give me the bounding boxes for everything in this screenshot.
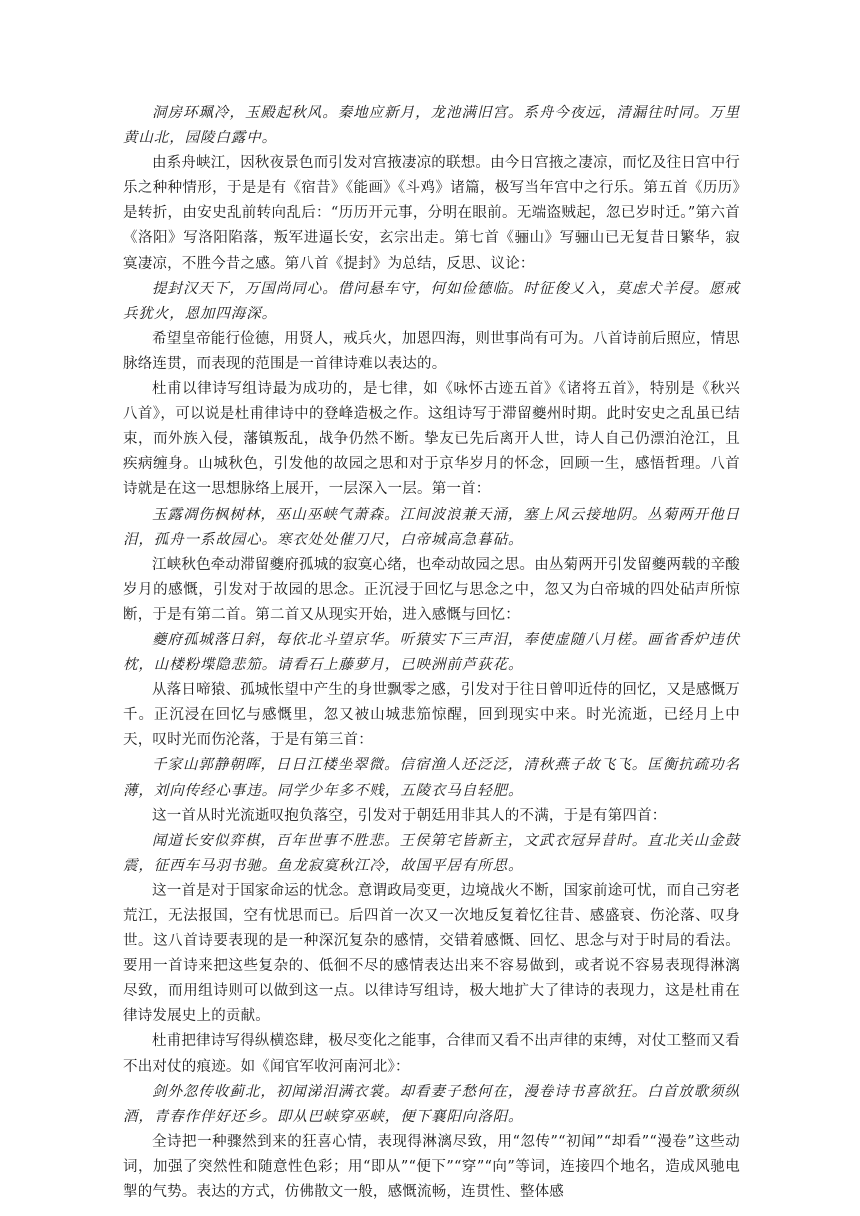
poem-wen-guan-jun: 剑外忽传收蓟北，初闻涕泪满衣裳。却看妻子愁何在，漫卷诗书喜欲狂。白首放歌须纵酒，青春作伴好还乡。即从巴峡穿巫峡，便下襄阳向洛阳。	[123, 1083, 740, 1125]
paragraph-commentary: 由系舟峡江，因秋夜景色而引发对宫掖凄凉的联想。由今日宫掖之凄凉，而忆及往日宫中行乐之种种情形，于是是有《宿昔》《能画》《斗鸡》诸篇，极写当年宫中之行乐。第五首《历历》是转折，由安史乱前转向乱后：“历历开元事，分明在眼前。无端盗贼起，忽已岁时迁。”第六首《洛阳》写洛阳陷落，叛军进逼长安，玄宗出走。第七首《骊山》写骊山已无复昔日繁华，寂寞凄凉，不胜今昔之感。第八首《提封》为总结，反思、议论：	[123, 155, 740, 272]
poem-qiu-xing-3: 千家山郭静朝晖，日日江楼坐翠微。信宿渔人还泛泛，清秋燕子故飞飞。匡衡抗疏功名薄，刘向传经心事违。同学少年多不贱，五陵衣马自轻肥。	[123, 757, 740, 799]
poem-ti-feng: 提封汉天下，万国尚同心。借问悬车守，何如俭德临。时征俊乂入，莫虑犬羊侵。愿戒兵犹火，恩加四海深。	[123, 280, 740, 322]
poem-qiu-xing-2: 夔府孤城落日斜，每依北斗望京华。听猿实下三声泪，奉使虚随八月槎。画省香炉违伏枕，山楼粉堞隐悲笳。请看石上藤萝月，已映洲前芦荻花。	[123, 631, 740, 674]
document-page	[123, 101, 740, 1205]
paragraph-commentary: 希望皇帝能行俭德，用贤人，戒兵火，加恩四海，则世事尚有可为。八首诗前后照应，情思脉络连贯，而表现的范围是一首律诗难以表达的。	[123, 330, 740, 372]
paragraph-commentary: 江峡秋色牵动滞留夔府孤城的寂寞心绪，也牵动故园之思。由丛菊两开引发留夔两载的辛酸岁月的感慨，引发对于故园的思念。正沉浸于回忆与思念之中，忽又为白帝城的四处砧声所惊断，于是有第二首。第二首又从现实开始，进入感慨与回忆：	[123, 556, 740, 623]
paragraph-commentary: 这一首从时光流逝叹抱负落空，引发对于朝廷用非其人的不满，于是有第四首：	[152, 807, 667, 824]
poem-su-xi: 洞房环珮冷，玉殿起秋风。秦地应新月，龙池满旧宫。系舟今夜远，清漏往时同。万里黄山北，园陵白露中。	[123, 105, 740, 147]
poem-qiu-xing-1: 玉露凋伤枫树林，巫山巫峡气萧森。江间波浪兼天涌，塞上风云接地阴。丛菊两开他日泪，孤舟一系故园心。寒衣处处催刀尺，白帝城高急暮砧。	[123, 506, 740, 548]
paragraph-commentary: 从落日啼猿、孤城怅望中产生的身世飘零之感，引发对于往日曾叩近侍的回忆，又是感慨万千。正沉浸在回忆与感慨里，忽又被山城悲笳惊醒，回到现实中来。时光流逝，已经月上中天，叹时光而伤沦落，于是有第三首：	[123, 682, 740, 749]
poem-qiu-xing-4: 闻道长安似弈棋，百年世事不胜悲。王侯第宅皆新主，文武衣冠异昔时。直北关山金鼓震，征西车马羽书驰。鱼龙寂寞秋江冷，故国平居有所思。	[123, 832, 740, 874]
paragraph-commentary: 这一首是对于国家命运的忧念。意谓政局变更，边境战火不断，国家前途可忧，而自己穷老荒江，无法报国，空有忧思而已。后四首一次又一次地反复着忆往昔、感盛衰、伤沦落、叹身世。这八首诗要表现的是一种深沉复杂的感情，交错着感慨、回忆、思念与对于时局的看法。要用一首诗来把这些复杂的、低徊不尽的感情表达出来不容易做到，或者说不容易表现得淋漓尽致，而用组诗则可以做到这一点。以律诗写组诗，极大地扩大了律诗的表现力，这是杜甫在律诗发展史上的贡献。	[123, 882, 740, 1025]
paragraph-commentary: 全诗把一种骤然到来的狂喜心情，表现得淋漓尽致，用“忽传”“初闻”“却看”“漫卷”这些动词，加强了突然性和随意性色彩；用“即从”“便下”“穿”“向”等词，连接四个地名，造成风驰电掣的气势。表达的方式，仿佛散文一般，感慨流畅，连贯性、整体感	[123, 1133, 740, 1201]
paragraph-commentary: 杜甫以律诗写组诗最为成功的，是七律，如《咏怀古迹五首》《诸将五首》，特别是《秋兴八首》，可以说是杜甫律诗中的登峰造极之作。这组诗写于滞留夔州时期。此时安史之乱虽已结束，而外族入侵，藩镇叛乱，战争仍然不断。挚友已先后离开人世，诗人自己仍漂泊沧江，且疾病缠身。山城秋色，引发他的故园之思和对于京华岁月的怀念，回顾一生，感悟哲理。八首诗就是在这一思想脉络上展开，一层深入一层。第一首：	[123, 381, 740, 498]
paragraph-commentary: 杜甫把律诗写得纵横恣肆，极尽变化之能事，合律而又看不出声律的束缚，对仗工整而又看不出对仗的痕迹。如《闻官军收河南河北》：	[123, 1033, 740, 1075]
